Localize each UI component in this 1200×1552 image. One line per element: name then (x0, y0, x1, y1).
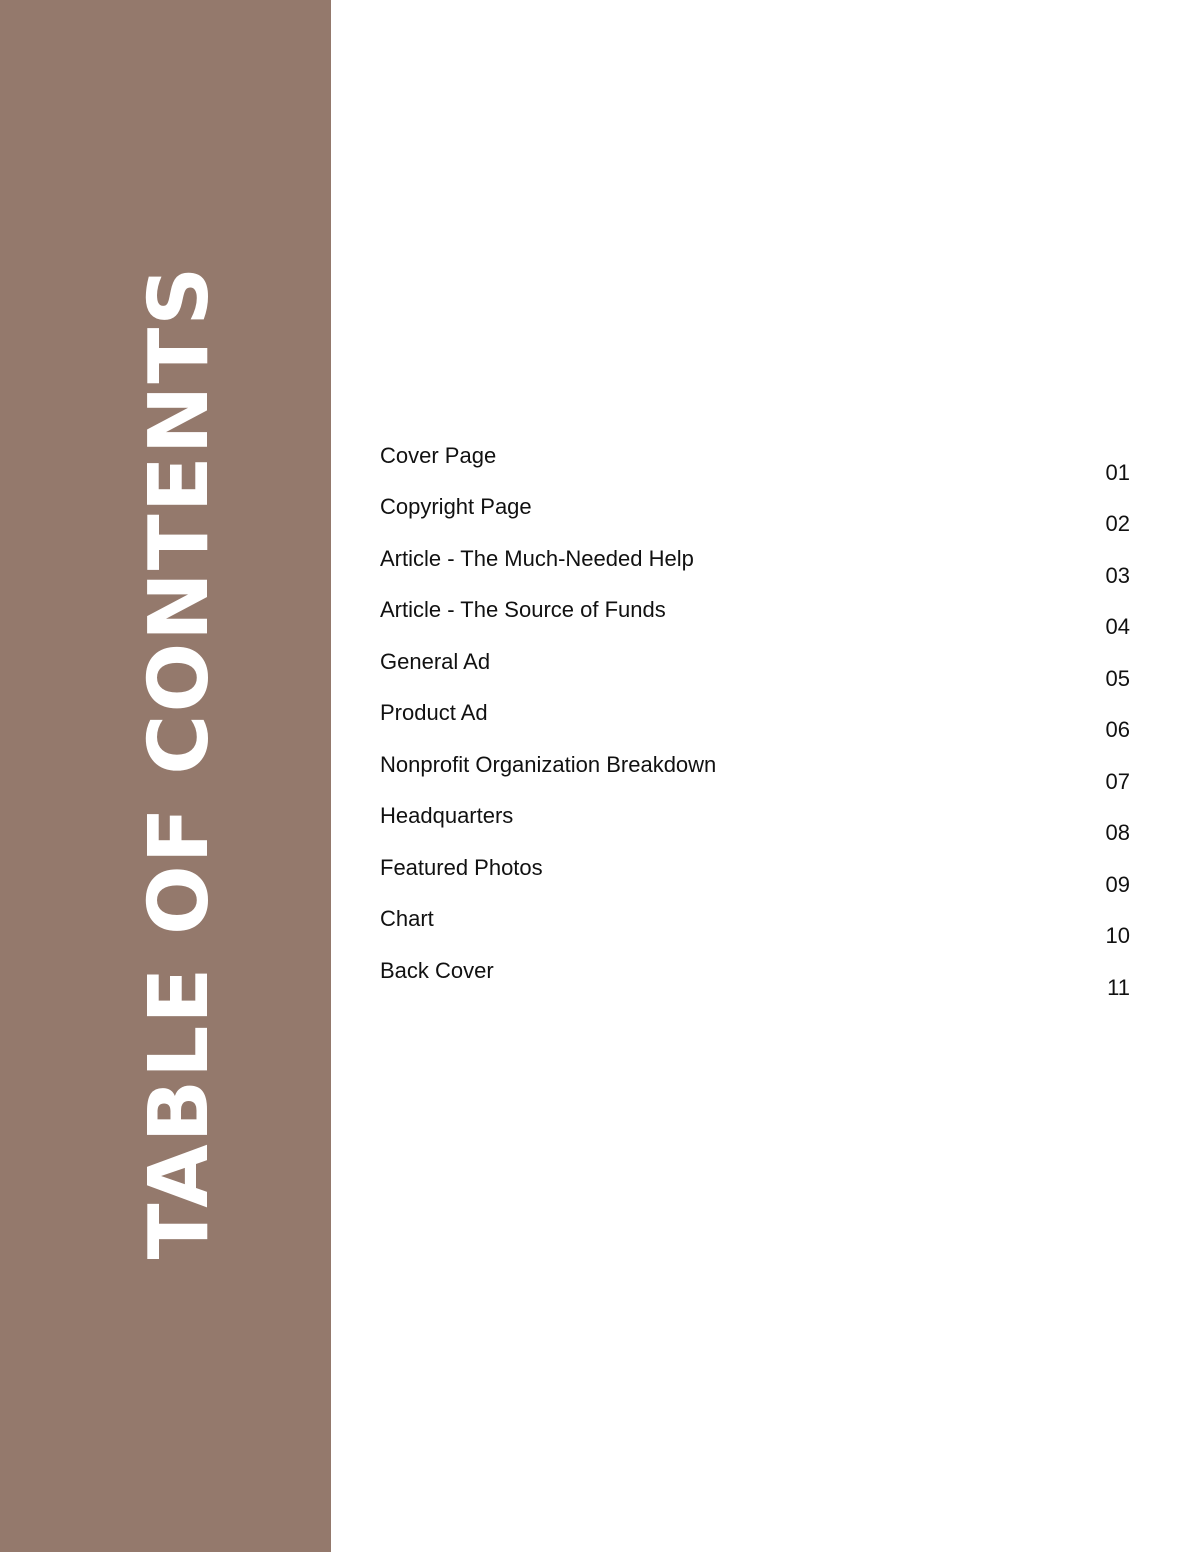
toc-entry-page-number: 01 (1105, 460, 1130, 485)
toc-entry-label: Product Ad (380, 700, 488, 725)
toc-entry-page-number: 08 (1105, 820, 1130, 845)
toc-entry-label: Nonprofit Organization Breakdown (380, 752, 717, 777)
toc-entry-label: Chart (380, 906, 434, 931)
page-title: TABLE OF CONTENTS (132, 264, 227, 1260)
toc-entry-page-number: 02 (1105, 511, 1130, 536)
toc-entry-page-number: 10 (1105, 923, 1130, 948)
toc-entry-label: Headquarters (380, 803, 514, 828)
toc-entry-label: General Ad (380, 649, 491, 674)
toc-entry[interactable] (380, 803, 1140, 863)
toc-entry[interactable] (380, 494, 1140, 554)
toc-entry-label: Article - The Much-Needed Help (380, 546, 694, 571)
toc-entry-page-number: 09 (1105, 872, 1130, 897)
toc-entry-page-number: 06 (1105, 717, 1130, 742)
toc-entry-page-number: 05 (1105, 666, 1130, 691)
toc-entry-page-number: 07 (1105, 769, 1130, 794)
sidebar-band (0, 0, 331, 1552)
toc-entry-label: Copyright Page (380, 494, 532, 519)
toc-entry-label: Featured Photos (380, 855, 543, 880)
toc-entry-page-number: 11 (1107, 975, 1130, 1000)
toc-entry-label: Article - The Source of Funds (380, 597, 666, 622)
toc-entry[interactable] (380, 958, 1140, 1018)
toc-entry-page-number: 04 (1105, 614, 1130, 639)
toc-entry-label: Back Cover (380, 958, 494, 983)
toc-entry-page-number: 03 (1105, 563, 1130, 588)
toc-entry-label: Cover Page (380, 443, 497, 468)
toc-entry[interactable] (380, 597, 1140, 657)
toc-entry[interactable] (380, 700, 1140, 760)
toc-entry[interactable] (380, 906, 1140, 966)
